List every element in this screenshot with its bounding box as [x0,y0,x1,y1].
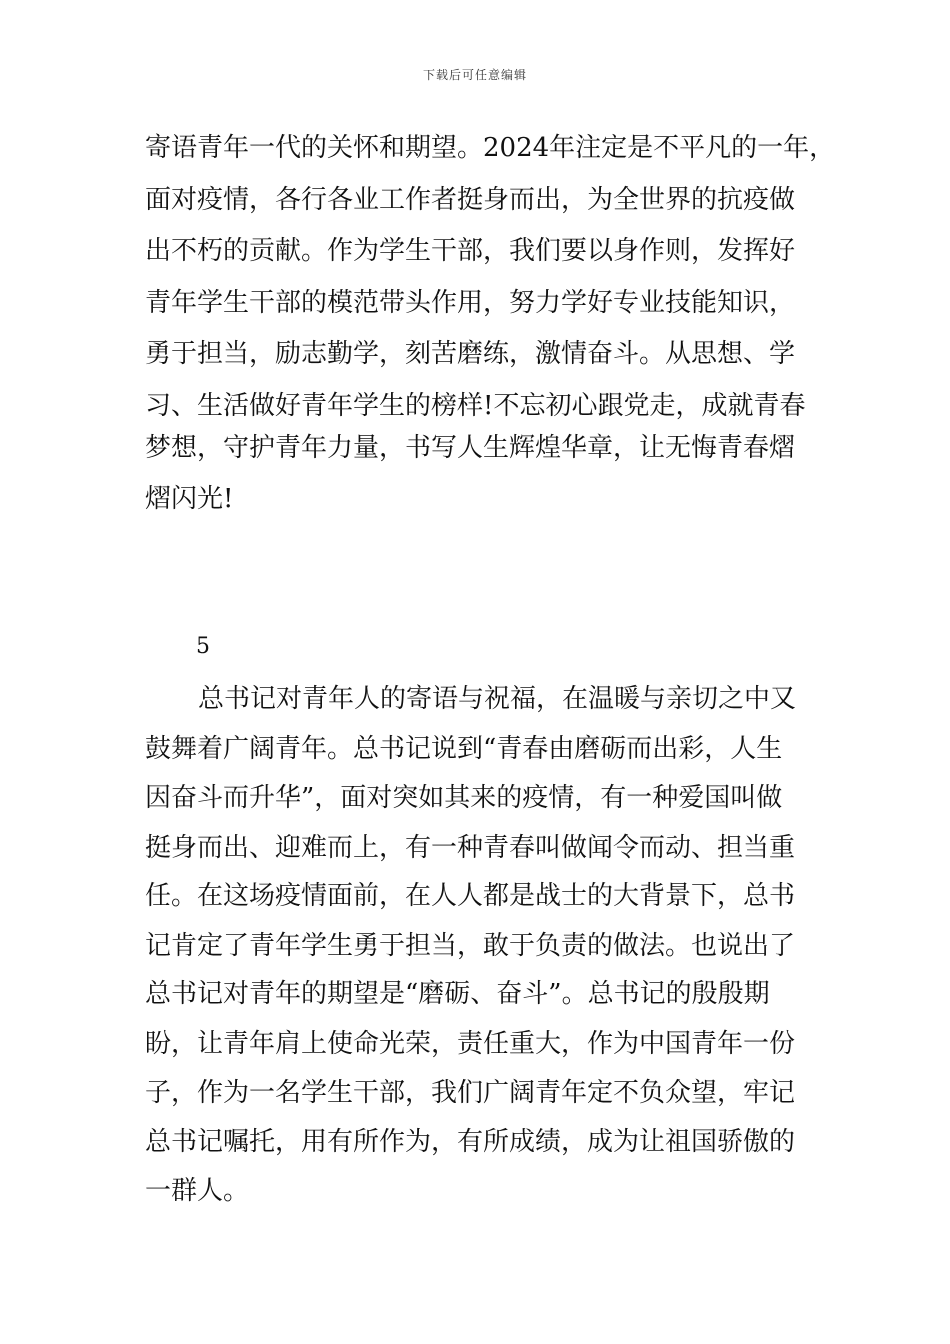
paragraph-line: 任。在这场疫情面前，在人人都是战士的大背景下，总书 [145,881,796,911]
paragraph-line: 面对疫情，各行各业工作者挺身而出，为全世界的抗疫做 [145,185,796,215]
paragraph-line: 总书记对青年人的寄语与祝福，在温暖与亲切之中又 [198,684,797,714]
paragraph-line: 出不朽的贡献。作为学生干部，我们要以身作则，发挥好 [145,236,796,266]
paragraph-line: 记肯定了青年学生勇于担当，敢于负责的做法。也说出了 [145,931,796,961]
paragraph-line: 熠闪光! [145,484,234,514]
paragraph-line: 鼓舞着广阔青年。总书记说到“青春由磨砺而出彩，人生 [145,734,783,764]
paragraph-line: 寄语青年一代的关怀和期望。2024年注定是不平凡的一年， [145,133,836,163]
paragraph-line: 挺身而出、迎难而上，有一种青春叫做闻令而动、担当重 [145,833,796,863]
paragraph-line: 子，作为一名学生干部，我们广阔青年定不负众望，牢记 [145,1078,796,1108]
paragraph-line: 梦想，守护青年力量，书写人生辉煌华章，让无悔青春熠 [145,433,796,463]
paragraph-line: 盼，让青年肩上使命光荣，责任重大，作为中国青年一份 [145,1029,796,1059]
paragraph-line: 习、生活做好青年学生的榜样!不忘初心跟党走，成就青春 [145,391,806,421]
paragraph-line: 总书记嘱托，用有所作为，有所成绩，成为让祖国骄傲的 [145,1127,796,1157]
paragraph-line: 因奋斗而升华”，面对突如其来的疫情，有一种爱国叫做 [145,783,783,813]
page-header: 下载后可任意编辑 [422,68,527,82]
paragraph-line: 总书记对青年的期望是“磨砺、奋斗”。总书记的殷殷期 [145,979,770,1009]
paragraph-line: 一群人。 [145,1176,250,1206]
section-number: 5 [196,634,210,659]
paragraph-line: 勇于担当，励志勤学，刻苦磨练，激情奋斗。从思想、学 [145,339,796,369]
paragraph-line: 青年学生干部的模范带头作用，努力学好专业技能知识， [145,288,796,318]
